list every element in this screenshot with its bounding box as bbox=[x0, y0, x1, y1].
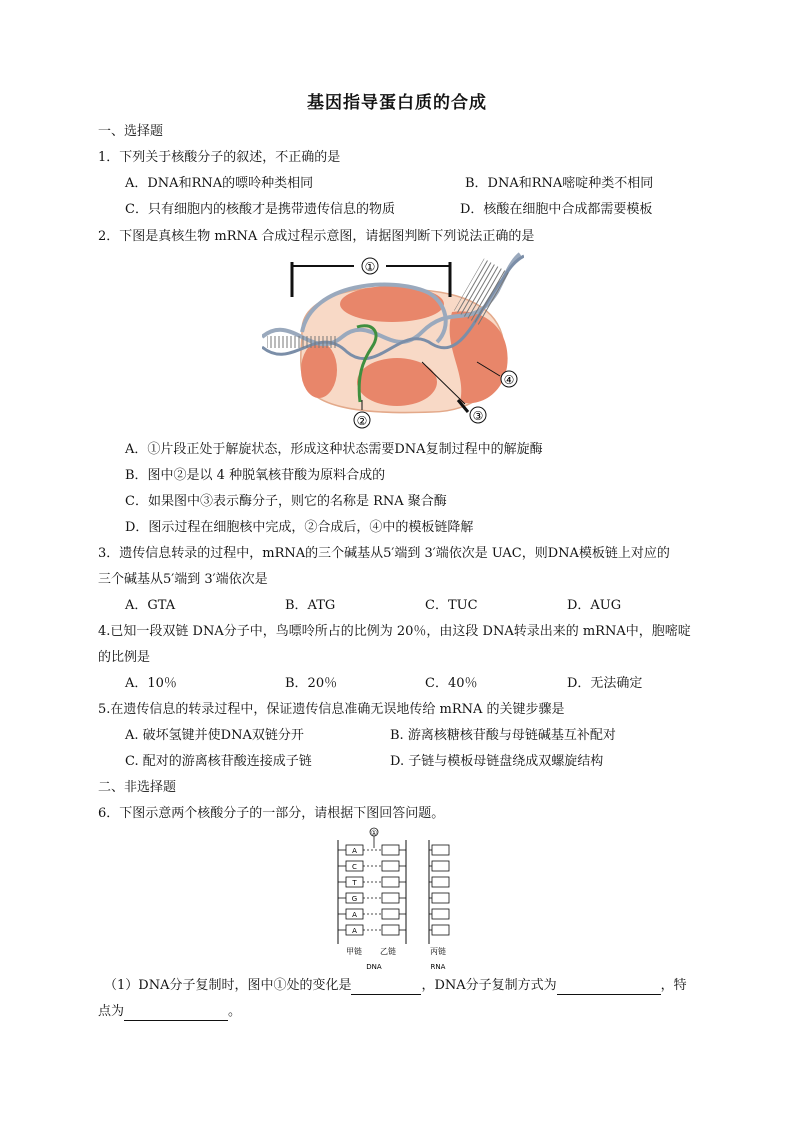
q6-sub1-text-d: 点为 bbox=[98, 1004, 125, 1019]
yi-base-box bbox=[382, 861, 399, 871]
chain-jia-label: 甲链 bbox=[346, 947, 362, 956]
yi-base-box bbox=[382, 877, 399, 887]
q6-sub1-text-c: ，特 bbox=[660, 978, 687, 993]
section-nonchoice-heading: 二、非选择题 bbox=[98, 780, 177, 795]
q4-option-a: A．10％ bbox=[125, 676, 177, 691]
q3-stem-line1: 3．遗传信息转录的过程中，mRNA的三个碱基从5′端到 3′端依次是 UAC，则DNA模板链上对应的 bbox=[98, 546, 670, 561]
dna-label: DNA bbox=[366, 963, 382, 971]
q3-option-c: C．TUC bbox=[425, 598, 478, 613]
diagram-label-1: ① bbox=[364, 260, 376, 274]
q6-sub1-text-e: 。 bbox=[228, 1004, 242, 1019]
diagram-label-4: ④ bbox=[503, 373, 515, 387]
bing-base-box bbox=[432, 909, 449, 919]
q5-option-b: B. 游离核糖核苷酸与母链碱基互补配对 bbox=[390, 728, 616, 743]
q4-option-c: C．40％ bbox=[425, 676, 478, 691]
bing-base-box bbox=[432, 893, 449, 903]
jia-base-letter: G bbox=[351, 895, 358, 903]
yi-base-box bbox=[382, 909, 399, 919]
transcription-diagram bbox=[262, 252, 524, 432]
answer-blank-1[interactable] bbox=[351, 980, 421, 995]
chain-yi-label: 乙链 bbox=[380, 947, 396, 956]
q4-stem-line2: 的比例是 bbox=[98, 650, 151, 665]
q4-option-d: D．无法确定 bbox=[567, 676, 643, 691]
q5-stem: 5.在遗传信息的转录过程中，保证遗传信息准确无误地传给 mRNA 的关键步骤是 bbox=[98, 702, 565, 717]
q3-option-a: A．GTA bbox=[125, 598, 176, 613]
q1-option-b: B．DNA和RNA嘧啶种类不相同 bbox=[465, 176, 654, 191]
bing-base-box bbox=[432, 845, 449, 855]
q3-stem-line2: 三个碱基从5′端到 3′端依次是 bbox=[98, 572, 268, 587]
q2-option-b: B．图中②是以 4 种脱氧核苷酸为原料合成的 bbox=[125, 468, 386, 483]
q2-option-c: C．如果图中③表示酶分子，则它的名称是 RNA 聚合酶 bbox=[125, 494, 447, 509]
q1-option-d: D．核酸在细胞中合成都需要模板 bbox=[460, 202, 653, 217]
q1-stem: 1．下列关于核酸分子的叙述，不正确的是 bbox=[98, 150, 341, 165]
bing-base-box bbox=[432, 861, 449, 871]
enzyme-lobe-left bbox=[301, 342, 337, 398]
q6-sub1-text-b: ，DNA分子复制方式为 bbox=[421, 978, 557, 993]
diagram-label-3: ③ bbox=[472, 409, 484, 423]
dna-base-pairs-left bbox=[267, 336, 337, 348]
q2-option-d: D．图示过程在细胞核中完成，②合成后，④中的模板链降解 bbox=[125, 520, 474, 535]
bing-base-box bbox=[432, 925, 449, 935]
q6-stem: 6．下图示意两个核酸分子的一部分，请根据下图回答问题。 bbox=[98, 806, 445, 821]
q2-option-a: A．①片段正处于解旋状态，形成这种状态需要DNA复制过程中的解旋酶 bbox=[125, 442, 543, 457]
jia-base-letter: C bbox=[352, 863, 357, 871]
bing-base-box bbox=[432, 877, 449, 887]
q1-option-c: C．只有细胞内的核酸才是携带遗传信息的物质 bbox=[125, 202, 395, 217]
diagram-label-2: ② bbox=[356, 414, 368, 428]
page-title: 基因指导蛋白质的合成 bbox=[307, 93, 487, 113]
yi-base-box bbox=[382, 925, 399, 935]
q3-option-b: B．ATG bbox=[285, 598, 336, 613]
jia-base-letter: T bbox=[352, 879, 357, 887]
q6-sub1-line2 bbox=[98, 1003, 241, 1021]
yi-base-box bbox=[382, 893, 399, 903]
jia-base-letter: A bbox=[352, 911, 357, 919]
q4-stem-line1: 4.已知一段双链 DNA分子中，鸟嘌呤所占的比例为 20％，由这段 DNA转录出来的 mRNA中，胞嘧啶 bbox=[98, 624, 691, 639]
rna-label: RNA bbox=[430, 963, 446, 971]
q1-option-a: A．DNA和RNA的嘌呤种类相同 bbox=[125, 176, 314, 191]
answer-blank-2[interactable] bbox=[557, 980, 661, 995]
q5-option-d: D. 子链与模板母链盘绕成双螺旋结构 bbox=[390, 754, 604, 769]
answer-blank-3[interactable] bbox=[124, 1006, 228, 1021]
q6-sub1-line1 bbox=[104, 977, 687, 995]
q5-option-c: C. 配对的游离核苷酸连接成子链 bbox=[125, 754, 312, 769]
q5-option-a: A. 破坏氢键并使DNA双链分开 bbox=[125, 728, 304, 743]
yi-base-box bbox=[382, 845, 399, 855]
q6-sub1-text-a: （1）DNA分子复制时，图中①处的变化是 bbox=[104, 978, 352, 993]
q4-option-b: B．20％ bbox=[285, 676, 338, 691]
nucleic-acid-diagram bbox=[328, 826, 468, 976]
section-choice-heading: 一、选择题 bbox=[98, 124, 164, 139]
marker-label: ① bbox=[370, 829, 378, 837]
q2-stem: 2．下图是真核生物 mRNA 合成过程示意图，请据图判断下列说法正确的是 bbox=[98, 229, 535, 244]
jia-base-letter: A bbox=[352, 927, 357, 935]
q3-option-d: D．AUG bbox=[567, 598, 622, 613]
chain-bing-label: 丙链 bbox=[430, 947, 446, 956]
jia-base-letter: A bbox=[352, 847, 357, 855]
